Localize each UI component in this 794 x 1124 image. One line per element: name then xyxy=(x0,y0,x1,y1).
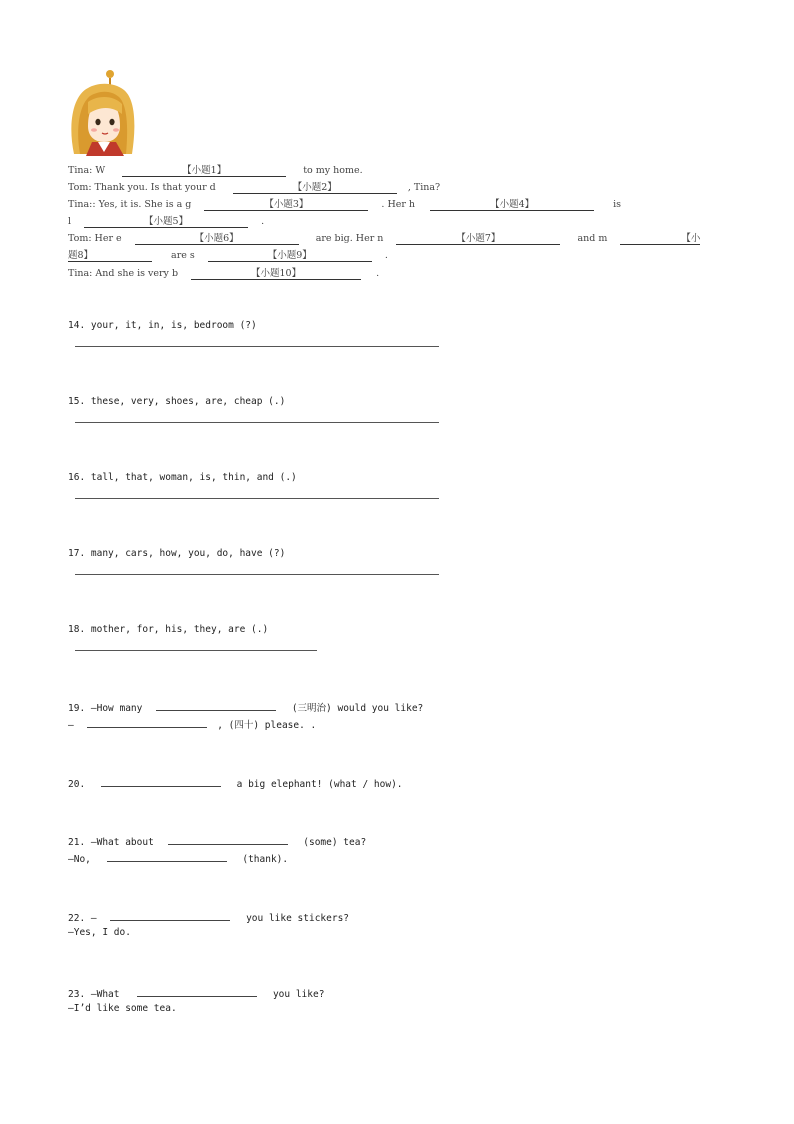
answer-blank-23[interactable] xyxy=(137,986,257,997)
question-16: 16. tall, that, woman, is, thin, and (.) xyxy=(68,472,297,483)
answer-blank-21a[interactable] xyxy=(168,834,288,845)
answer-blank-21b[interactable] xyxy=(107,851,227,862)
dialogue-text: and m xyxy=(577,233,608,244)
dialogue-text: . xyxy=(261,216,265,227)
question-19a xyxy=(68,700,423,715)
dialogue-text: Tina: And she is very b xyxy=(68,268,179,279)
question-text: 19. —How many xyxy=(68,703,143,714)
question-text: you like stickers? xyxy=(246,913,350,924)
question-18: 18. mother, for, his, they, are (.) xyxy=(68,624,269,635)
question-21a xyxy=(68,834,366,849)
dialogue-text: are s xyxy=(171,250,195,261)
question-text: (thank). xyxy=(242,854,289,865)
dialogue-text: Tom: Thank you. Is that your d xyxy=(68,182,216,193)
blank-1[interactable]: 【小题1】 xyxy=(122,165,286,177)
dialogue-text: to my home. xyxy=(303,165,363,176)
blank-4[interactable]: 【小题4】 xyxy=(430,199,594,211)
answer-line-14[interactable] xyxy=(75,346,439,347)
question-text: , (四十) please. . xyxy=(217,720,317,731)
question-text: —No, xyxy=(68,854,91,865)
dialogue-line-7 xyxy=(68,268,379,280)
question-text: (三明治) would you like? xyxy=(291,703,424,714)
question-text: 22. — xyxy=(68,913,97,924)
answer-line-16[interactable] xyxy=(75,498,439,499)
blank-6[interactable]: 【小题6】 xyxy=(135,233,299,245)
dialogue-text: . Her h xyxy=(381,199,416,210)
answer-line-17[interactable] xyxy=(75,574,439,575)
question-text: (some) tea? xyxy=(303,837,367,848)
question-23b: —I’d like some tea. xyxy=(68,1003,177,1014)
dialogue-text: . xyxy=(384,250,388,261)
answer-blank-19a[interactable] xyxy=(156,700,276,711)
dialogue-text: l xyxy=(68,216,72,227)
blank-3[interactable]: 【小题3】 xyxy=(204,199,368,211)
question-text: you like? xyxy=(272,989,325,1000)
dialogue-line-1 xyxy=(68,165,363,177)
question-15: 15. these, very, shoes, are, cheap (.) xyxy=(68,396,286,407)
blank-10[interactable]: 【小题10】 xyxy=(191,268,361,280)
dialogue-text: , Tina? xyxy=(407,182,441,193)
answer-blank-22[interactable] xyxy=(110,910,230,921)
answer-blank-20[interactable] xyxy=(101,776,221,787)
question-22a xyxy=(68,910,349,925)
blank-9[interactable]: 【小题9】 xyxy=(208,250,372,262)
question-text: — xyxy=(68,720,74,731)
question-19b xyxy=(68,717,316,732)
dialogue-text: are big. Her n xyxy=(315,233,384,244)
question-23a xyxy=(68,986,324,1001)
question-21b xyxy=(68,851,288,866)
question-14: 14. your, it, in, is, bedroom (?) xyxy=(68,320,257,331)
dialogue-text: Tina:: Yes, it is. She is a g xyxy=(68,199,192,210)
blank-5[interactable]: 【小题5】 xyxy=(84,216,248,228)
dialogue-text: . xyxy=(376,268,380,279)
question-20 xyxy=(68,776,403,791)
blank-8-start[interactable]: 【小 xyxy=(620,233,700,245)
dialogue-line-4 xyxy=(68,216,264,228)
answer-line-15[interactable] xyxy=(75,422,439,423)
dialogue-text: Tina: W xyxy=(68,165,106,176)
question-22b: —Yes, I do. xyxy=(68,927,131,938)
cartoon-girl-illustration xyxy=(66,66,138,156)
question-text: 21. —What about xyxy=(68,837,154,848)
question-text: a big elephant! (what / how). xyxy=(236,779,403,790)
question-text: 20. xyxy=(68,779,86,790)
dialogue-line-2 xyxy=(68,182,440,194)
dialogue-text: Tom: Her e xyxy=(68,233,122,244)
answer-blank-19b[interactable] xyxy=(87,717,207,728)
blank-2[interactable]: 【小题2】 xyxy=(233,182,397,194)
blank-7[interactable]: 【小题7】 xyxy=(396,233,560,245)
dialogue-line-6 xyxy=(68,250,388,262)
blank-8-end[interactable]: 题8】 xyxy=(68,250,152,262)
question-17: 17. many, cars, how, you, do, have (?) xyxy=(68,548,286,559)
dialogue-line-5 xyxy=(68,233,700,245)
answer-line-18[interactable] xyxy=(75,650,317,651)
dialogue-line-3 xyxy=(68,199,621,211)
dialogue-text: is xyxy=(613,199,622,210)
question-text: 23. —What xyxy=(68,989,120,1000)
